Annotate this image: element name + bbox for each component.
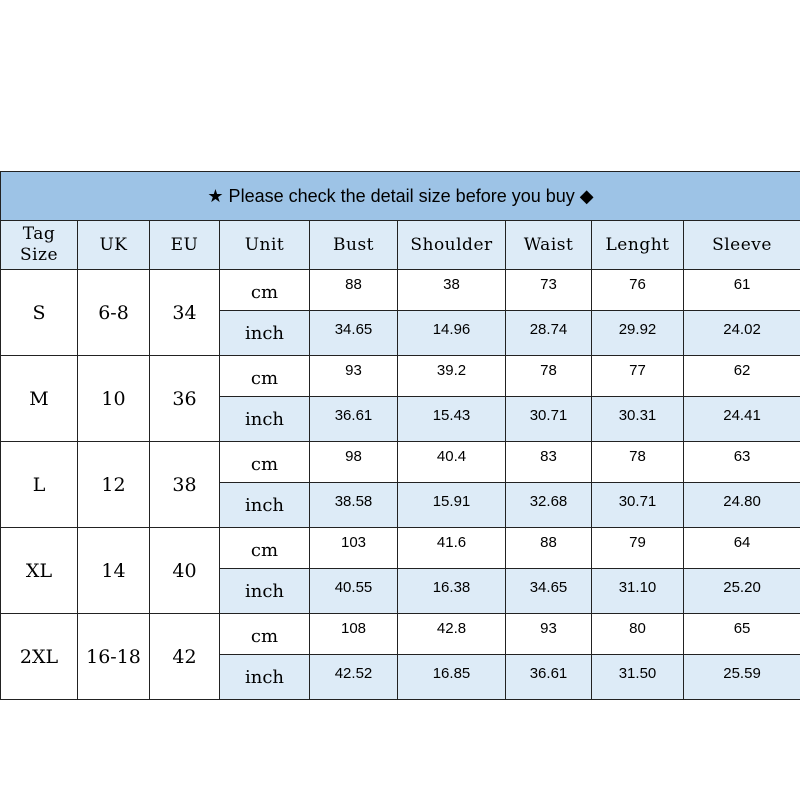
- bust-cm-value: 103: [310, 528, 398, 569]
- bust-cm-value: 108: [310, 614, 398, 655]
- length-cm-value: 79: [592, 528, 684, 569]
- header-row: [1, 221, 800, 270]
- sleeve-inch-value: 25.59: [684, 655, 800, 700]
- shoulder-cm-value: 42.8: [398, 614, 506, 655]
- waist-cm-value: 83: [506, 442, 592, 483]
- length-inch-value: 30.31: [592, 397, 684, 442]
- waist-inch-value: 30.71: [506, 397, 592, 442]
- unit-inch-label: inch: [220, 397, 310, 442]
- size-row-cm: [1, 528, 800, 569]
- header-tag-size: [1, 221, 78, 270]
- unit-inch-label: inch: [220, 311, 310, 356]
- length-inch-value: 31.10: [592, 569, 684, 614]
- bust-inch-value: 36.61: [310, 397, 398, 442]
- sleeve-inch-value: 24.41: [684, 397, 800, 442]
- size-uk: 6-8: [78, 270, 150, 356]
- bust-inch-value: 40.55: [310, 569, 398, 614]
- unit-cm-label: cm: [220, 442, 310, 483]
- header-unit: Unit: [220, 221, 310, 270]
- chart-title: ★ Please check the detail size before you buy ◆: [1, 172, 800, 221]
- length-cm-value: 76: [592, 270, 684, 311]
- unit-cm-label: cm: [220, 270, 310, 311]
- waist-cm-value: 78: [506, 356, 592, 397]
- size-row-cm: [1, 442, 800, 483]
- bust-inch-value: 34.65: [310, 311, 398, 356]
- size-chart-table: [0, 171, 800, 700]
- unit-inch-label: inch: [220, 569, 310, 614]
- size-eu: 34: [150, 270, 220, 356]
- sleeve-cm-value: 64: [684, 528, 800, 569]
- sleeve-inch-value: 25.20: [684, 569, 800, 614]
- unit-inch-label: inch: [220, 655, 310, 700]
- unit-inch-label: inch: [220, 483, 310, 528]
- waist-inch-value: 32.68: [506, 483, 592, 528]
- sleeve-cm-value: 61: [684, 270, 800, 311]
- sleeve-cm-value: 63: [684, 442, 800, 483]
- unit-cm-label: cm: [220, 614, 310, 655]
- length-cm-value: 77: [592, 356, 684, 397]
- unit-cm-label: cm: [220, 356, 310, 397]
- header-tag-line1: Tag: [22, 224, 56, 244]
- size-uk: 10: [78, 356, 150, 442]
- bust-inch-value: 42.52: [310, 655, 398, 700]
- shoulder-cm-value: 41.6: [398, 528, 506, 569]
- shoulder-cm-value: 38: [398, 270, 506, 311]
- size-uk: 14: [78, 528, 150, 614]
- size-row-cm: [1, 270, 800, 311]
- shoulder-inch-value: 15.91: [398, 483, 506, 528]
- size-tag: XL: [1, 528, 78, 614]
- unit-cm-label: cm: [220, 528, 310, 569]
- sleeve-inch-value: 24.80: [684, 483, 800, 528]
- shoulder-inch-value: 14.96: [398, 311, 506, 356]
- size-row-cm: [1, 356, 800, 397]
- shoulder-cm-value: 39.2: [398, 356, 506, 397]
- length-inch-value: 29.92: [592, 311, 684, 356]
- size-uk: 16-18: [78, 614, 150, 700]
- size-eu: 40: [150, 528, 220, 614]
- size-tag: S: [1, 270, 78, 356]
- waist-cm-value: 93: [506, 614, 592, 655]
- length-inch-value: 30.71: [592, 483, 684, 528]
- size-row-cm: [1, 614, 800, 655]
- waist-cm-value: 88: [506, 528, 592, 569]
- waist-inch-value: 28.74: [506, 311, 592, 356]
- sleeve-cm-value: 62: [684, 356, 800, 397]
- sleeve-inch-value: 24.02: [684, 311, 800, 356]
- shoulder-inch-value: 16.85: [398, 655, 506, 700]
- header-bust: Bust: [310, 221, 398, 270]
- size-eu: 36: [150, 356, 220, 442]
- header-waist: Waist: [506, 221, 592, 270]
- bust-cm-value: 98: [310, 442, 398, 483]
- title-row: [1, 172, 800, 221]
- size-tag: 2XL: [1, 614, 78, 700]
- size-uk: 12: [78, 442, 150, 528]
- size-eu: 38: [150, 442, 220, 528]
- shoulder-inch-value: 15.43: [398, 397, 506, 442]
- length-cm-value: 78: [592, 442, 684, 483]
- sleeve-cm-value: 65: [684, 614, 800, 655]
- length-cm-value: 80: [592, 614, 684, 655]
- waist-inch-value: 34.65: [506, 569, 592, 614]
- header-eu: EU: [150, 221, 220, 270]
- header-tag-line2: Size: [19, 245, 59, 265]
- waist-cm-value: 73: [506, 270, 592, 311]
- bust-cm-value: 88: [310, 270, 398, 311]
- header-length: Lenght: [592, 221, 684, 270]
- size-eu: 42: [150, 614, 220, 700]
- header-shoulder: Shoulder: [398, 221, 506, 270]
- header-uk: UK: [78, 221, 150, 270]
- shoulder-cm-value: 40.4: [398, 442, 506, 483]
- bust-inch-value: 38.58: [310, 483, 398, 528]
- size-tag: M: [1, 356, 78, 442]
- shoulder-inch-value: 16.38: [398, 569, 506, 614]
- waist-inch-value: 36.61: [506, 655, 592, 700]
- length-inch-value: 31.50: [592, 655, 684, 700]
- bust-cm-value: 93: [310, 356, 398, 397]
- header-sleeve: Sleeve: [684, 221, 800, 270]
- size-tag: L: [1, 442, 78, 528]
